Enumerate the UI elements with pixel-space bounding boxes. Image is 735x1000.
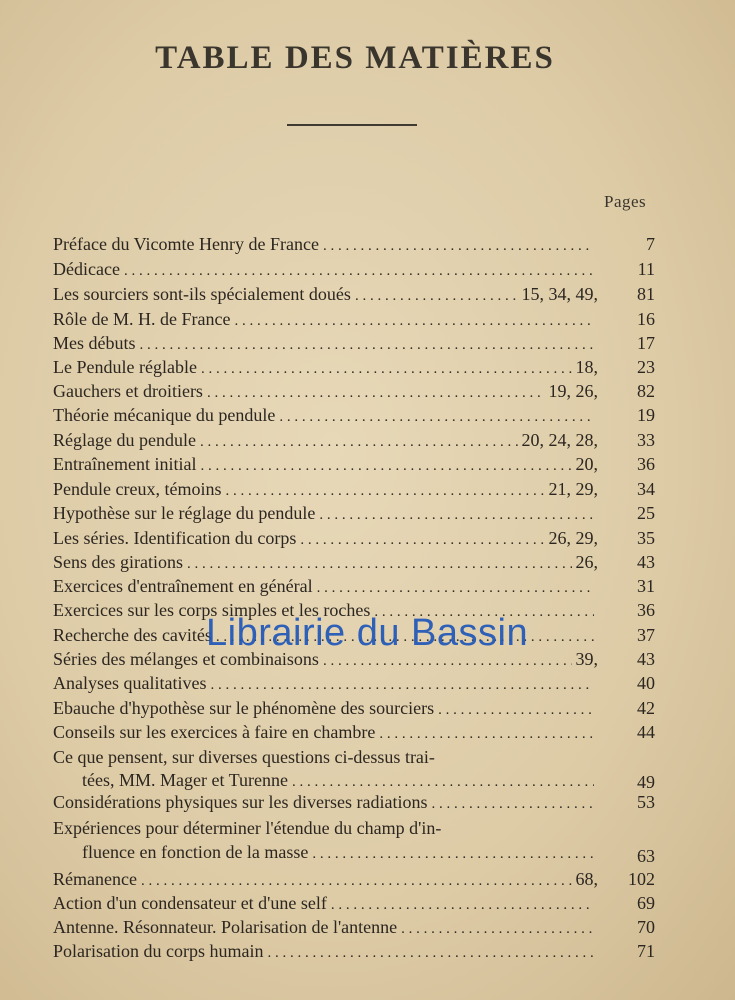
toc-entry (53, 258, 598, 280)
toc-entry-page: 42 (637, 698, 655, 718)
dot-leader (201, 358, 572, 378)
page-title: TABLE DES MATIÈRES (155, 40, 555, 76)
toc-entry-refs: 20, 24, 28, (521, 430, 598, 450)
toc-entry-page: 43 (637, 552, 655, 572)
dot-leader (300, 529, 544, 549)
toc-entry (53, 575, 598, 597)
toc-entry-title: Ebauche d'hypothèse sur le phénomène des sourciers (53, 698, 435, 718)
toc-entry-continuation (82, 841, 598, 863)
toc-entry-title: Pendule creux, témoins (53, 479, 222, 499)
dot-leader (279, 406, 594, 426)
toc-entry-refs: 21, 29, (548, 479, 598, 499)
toc-entry-page: 34 (637, 479, 655, 499)
toc-entry-title-continued: fluence en fonction de la masse (82, 842, 309, 862)
toc-entry-title: Hypothèse sur le réglage du pendule (53, 503, 316, 523)
toc-entry (53, 527, 598, 549)
toc-entry-page: 11 (637, 259, 655, 279)
dot-leader (319, 504, 594, 524)
toc-entry-title: Gauchers et droitiers (53, 381, 203, 401)
pages-column-header: Pages (604, 192, 647, 211)
toc-entry-page: 25 (637, 503, 655, 523)
toc-entry-refs: 15, 34, 49, (521, 284, 598, 304)
toc-entry-title: Ce que pensent, sur diverses questions ci-dessus trai- (53, 747, 435, 767)
dot-leader (234, 310, 594, 330)
toc-entry-page: 7 (646, 234, 655, 254)
toc-entry-refs: 68, (575, 869, 598, 889)
dot-leader (355, 285, 518, 305)
toc-entry-page: 36 (637, 600, 655, 620)
toc-entry (53, 332, 598, 354)
toc-entry-continuation (82, 769, 598, 791)
toc-entry-refs: 26, 29, (548, 528, 598, 548)
toc-entry (53, 817, 598, 839)
toc-entry-page: 19 (637, 405, 655, 425)
toc-entry (53, 453, 598, 475)
toc-entry-page: 35 (637, 528, 655, 548)
dot-leader (200, 455, 571, 475)
toc-entry-page: 49 (637, 772, 655, 792)
toc-entry (53, 916, 598, 938)
toc-entry-refs: 20, (575, 454, 598, 474)
toc-entry-title: Recherche des cavités (53, 625, 212, 645)
toc-entry-refs: 26, (575, 552, 598, 572)
dot-leader (292, 771, 594, 791)
toc-entry (53, 356, 598, 378)
toc-entry-page: 17 (637, 333, 655, 353)
toc-entry (53, 940, 598, 962)
toc-entry-page: 71 (637, 941, 655, 961)
toc-entry (53, 502, 598, 524)
dot-leader (312, 843, 594, 863)
toc-entry (53, 283, 598, 305)
dot-leader (331, 894, 594, 914)
toc-entry (53, 721, 598, 743)
toc-entry-refs: 39, (575, 649, 598, 669)
dot-leader (207, 382, 545, 402)
toc-entry-title: Les séries. Identification du corps (53, 528, 297, 548)
dot-leader (317, 577, 594, 597)
toc-entry-title: Théorie mécanique du pendule (53, 405, 276, 425)
toc-entry-title: Les sourciers sont-ils spécialement doués (53, 284, 351, 304)
toc-entry-title: Réglage du pendule (53, 430, 196, 450)
dot-leader (401, 918, 594, 938)
toc-entry-page: 69 (637, 893, 655, 913)
toc-entry-page: 33 (637, 430, 655, 450)
toc-entry-title: Considérations physiques sur les diverses radiations (53, 792, 428, 812)
toc-entry-page: 44 (637, 722, 655, 742)
dot-leader (323, 235, 594, 255)
toc-entry-page: 16 (637, 309, 655, 329)
dot-leader (200, 431, 518, 451)
dot-leader (141, 870, 572, 890)
dot-leader (379, 723, 594, 743)
toc-entry-title: Rôle de M. H. de France (53, 309, 231, 329)
toc-entry-title: Préface du Vicomte Henry de France (53, 234, 319, 254)
toc-entry (53, 233, 598, 255)
toc-entry-title-continued: tées, MM. Mager et Turenne (82, 770, 288, 790)
toc-entry-title: Action d'un condensateur et d'une self (53, 893, 327, 913)
toc-entry-page: 43 (637, 649, 655, 669)
dot-leader (431, 793, 594, 813)
toc-entry-title: Expériences pour déterminer l'étendue du champ d'in- (53, 818, 442, 838)
toc-entry (53, 791, 598, 813)
toc-entry (53, 868, 598, 890)
dot-leader (225, 480, 544, 500)
toc-entry-title: Dédicace (53, 259, 120, 279)
dot-leader (187, 553, 572, 573)
toc-entry (53, 892, 598, 914)
toc-entry-title: Analyses qualitatives (53, 673, 207, 693)
watermark: Librairie du Bassin (206, 612, 529, 654)
toc-entry-title: Exercices sur les corps simples et les roches (53, 600, 371, 620)
toc-entry (53, 551, 598, 573)
toc-entry (53, 672, 598, 694)
dot-leader (124, 260, 594, 280)
toc-entry (53, 429, 598, 451)
toc-entry-page: 40 (637, 673, 655, 693)
toc-entry-title: Entraînement initial (53, 454, 197, 474)
toc-entry (53, 380, 598, 402)
dot-leader (267, 942, 594, 962)
toc-entry (53, 697, 598, 719)
toc-entry-page: 82 (637, 381, 655, 401)
toc-entry-page: 31 (637, 576, 655, 596)
toc-entry-title: Le Pendule réglable (53, 357, 197, 377)
toc-entry-title: Sens des girations (53, 552, 183, 572)
toc-entry-title: Rémanence (53, 869, 137, 889)
toc-entry-page: 53 (637, 792, 655, 812)
toc-entry-refs: 18, (575, 357, 598, 377)
toc-entry-title: Conseils sur les exercices à faire en chambre (53, 722, 376, 742)
toc-entry-title: Mes débuts (53, 333, 136, 353)
toc-entry-refs: 19, 26, (548, 381, 598, 401)
dot-leader (140, 334, 595, 354)
toc-entry-page: 70 (637, 917, 655, 937)
toc-entry (53, 308, 598, 330)
toc-entry (53, 746, 598, 768)
toc-entry-page: 102 (628, 869, 655, 889)
toc-entry-page: 37 (637, 625, 655, 645)
dot-leader (438, 699, 594, 719)
toc-entry (53, 404, 598, 426)
toc-entry-title: Antenne. Résonnateur. Polarisation de l'antenne (53, 917, 398, 937)
toc-entry-page: 36 (637, 454, 655, 474)
toc-entry-page: 63 (637, 846, 655, 866)
dot-leader (210, 674, 594, 694)
toc-entry-title: Exercices d'entraînement en général (53, 576, 313, 596)
toc-entry-page: 23 (637, 357, 655, 377)
toc-entry (53, 478, 598, 500)
toc-entry-title: Polarisation du corps humain (53, 941, 264, 961)
toc-entry-title: Séries des mélanges et combinaisons (53, 649, 319, 669)
toc-entry-page: 81 (637, 284, 655, 304)
